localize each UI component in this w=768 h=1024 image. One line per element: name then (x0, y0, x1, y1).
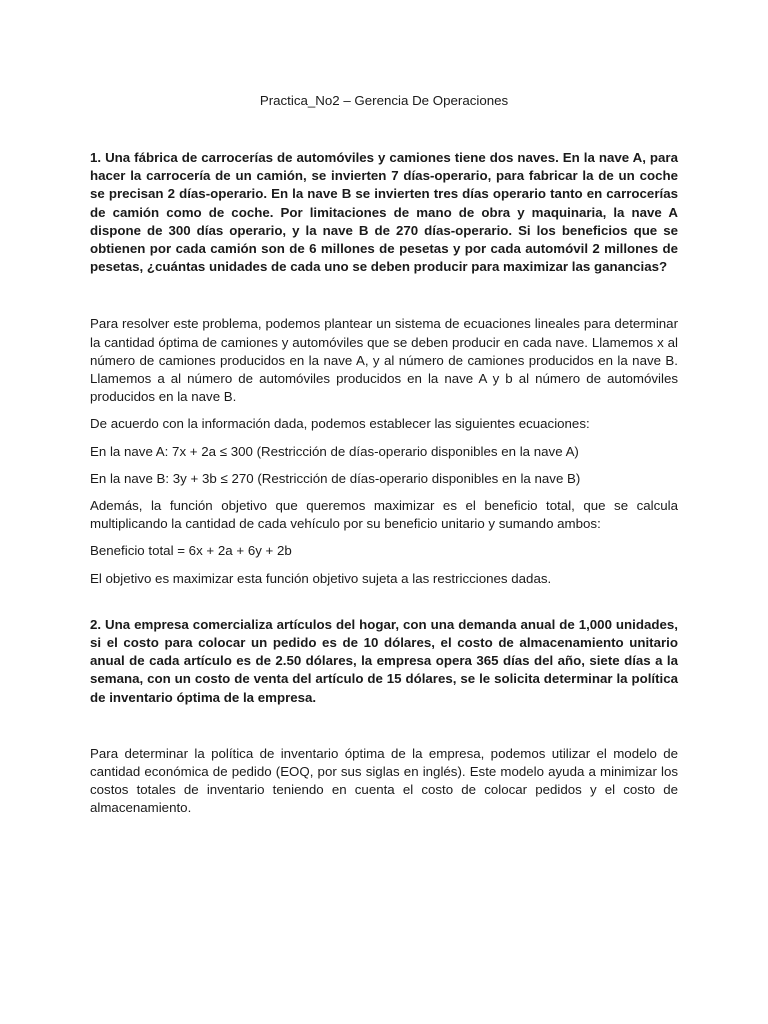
answer-1-paragraph-conclusion: El objetivo es maximizar esta función objetivo sujeta a las restricciones dadas. (90, 570, 552, 586)
answer-1-objective-function: Beneficio total = 6x + 2a + 6y + 2b (90, 543, 292, 559)
answer-1-paragraph-equations-intro: De acuerdo con la información dada, podemos establecer las siguientes ecuaciones: (90, 416, 590, 432)
question-2: 2. Una empresa comercializa artículos del hogar, con una demanda anual de 1,000 unidades, si el costo para colocar un pedido es de 10 dólares, el costo de almacenamiento unitario anual de cada artículo es de 2.50 dólares, la empresa opera 365 días del año, siete días a la semana, con un costo de venta del artículo de 15 dólares, se le solicita determinar la política de inventario óptima de la empresa. (90, 616, 678, 705)
answer-1-constraint-nave-b: En la nave B: 3y + 3b ≤ 270 (Restricción de días-operario disponibles en la nave B) (90, 470, 581, 486)
question-1: 1. Una fábrica de carrocerías de automóviles y camiones tiene dos naves. En la nave A, para hacer la carrocería de un camión, se invierten 7 días-operario, para fabricar la de un coche se precisan 2 días-operario. En la nave B se invierten tres días operario tanto en carrocerías de camión como de coche. Por limitaciones de mano de obra y maquinaria, la nave A dispone de 300 días operario, y la nave B de 270 días-operario. Si los beneficios que se obtienen por cada camión son de 6 millones de pesetas y por cada automóvil 2 millones de pesetas, ¿cuántas unidades de cada uno se deben producir para maximizar las ganancias? (90, 150, 678, 275)
document-body (90, 92, 678, 818)
document-title: Practica_No2 – Gerencia De Operaciones (259, 93, 509, 108)
answer-1-constraint-nave-a: En la nave A: 7x + 2a ≤ 300 (Restricción de días-operario disponibles en la nave A) (90, 443, 579, 459)
answer-1-paragraph-intro: Para resolver este problema, podemos plantear un sistema de ecuaciones lineales para determinar la cantidad óptima de camiones y automóviles que se deben producir en cada nave. Llamemos x al número de camiones producidos en la nave A, y al número de camiones producidos en la nave B. Llamemos a al número de automóviles producidos en la nave A y b al número de automóviles producidos en la nave B. (90, 316, 678, 405)
answer-2-paragraph-intro: Para determinar la política de inventario óptima de la empresa, podemos utilizar el modelo de cantidad económica de pedido (EOQ, por sus siglas en inglés). Este modelo ayuda a minimizar los costos totales de inventario teniendo en cuenta el costo de colocar pedidos y el costo de almacenamiento. (90, 745, 678, 816)
answer-1-paragraph-objective: Además, la función objetivo que queremos maximizar es el beneficio total, que se calcula multiplicando la cantidad de cada vehículo por su beneficio unitario y sumando ambos: (90, 498, 678, 532)
